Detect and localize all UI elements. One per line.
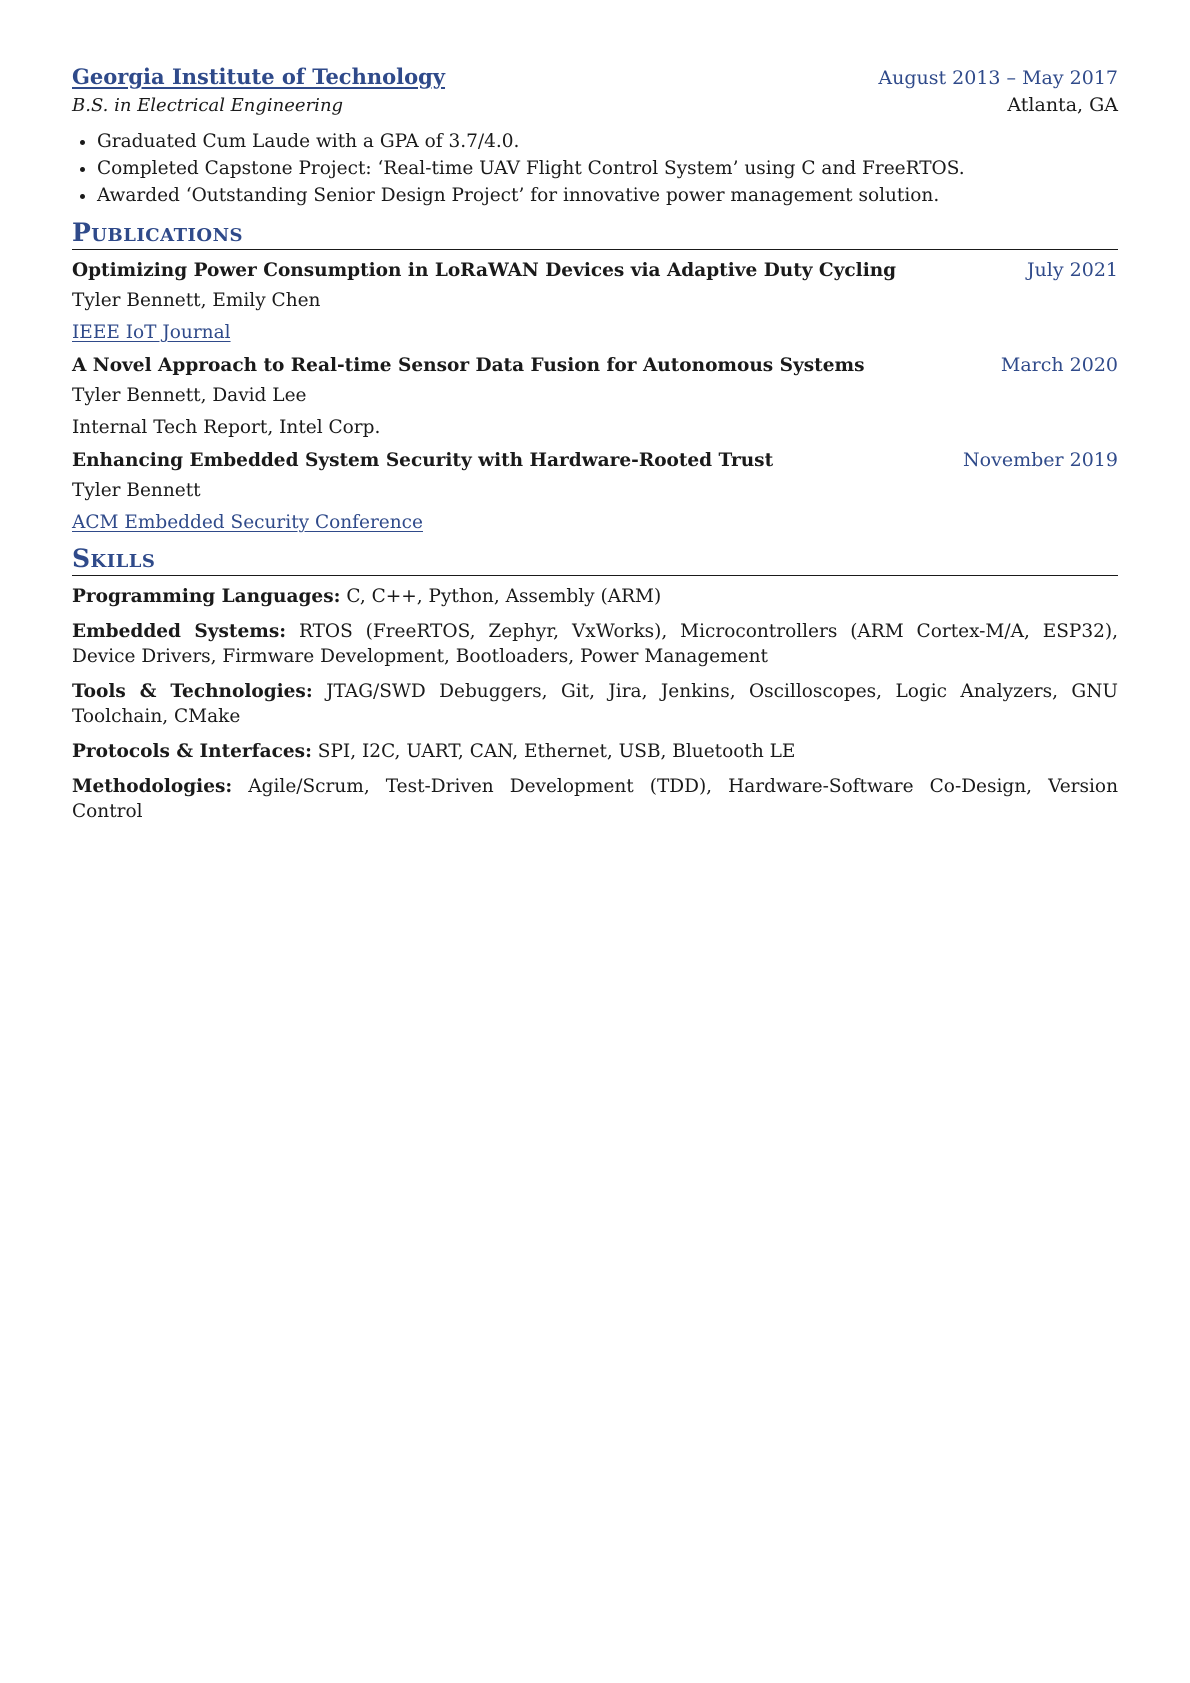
education-entry xyxy=(72,64,1118,209)
resume-content xyxy=(72,64,1118,834)
skill-value: Agile/Scrum, Test-Driven Development (TDD), Hardware-Software Co-Design, Version Control xyxy=(72,776,1118,822)
publication-title: Enhancing Embedded System Security with Hardware-Rooted Trust xyxy=(72,450,774,471)
education-header-row xyxy=(72,64,1118,89)
skill-item xyxy=(72,679,1118,729)
skill-label: Methodologies: xyxy=(72,776,233,797)
skill-value: JTAG/SWD Debuggers, Git, Jira, Jenkins, Oscilloscopes, Logic Analyzers, GNU Toolchain, CMake xyxy=(72,681,1118,727)
publication-venue-link[interactable]: IEEE IoT Journal xyxy=(72,322,231,343)
publication-venue: Internal Tech Report, Intel Corp. xyxy=(72,417,381,438)
education-bullet: • Completed Capstone Project: ‘Real-time UAV Flight Control System’ using C and FreeRTOS. xyxy=(97,155,1118,182)
skill-label: Protocols & Interfaces: xyxy=(72,741,312,762)
skill-item xyxy=(72,774,1118,824)
publication-authors: Tyler Bennett xyxy=(72,480,201,501)
publication-title-row xyxy=(72,354,1118,376)
publications-heading: Publications xyxy=(72,218,1118,250)
education-dates: August 2013 – May 2017 xyxy=(878,67,1118,89)
school-link[interactable]: Georgia Institute of Technology xyxy=(72,64,446,89)
publication-entry xyxy=(72,259,1118,345)
degree: B.S. in Electrical Engineering xyxy=(72,95,344,116)
skill-item xyxy=(72,584,1118,609)
publication-date: March 2020 xyxy=(1000,354,1118,376)
publication-title: Optimizing Power Consumption in LoRaWAN Devices via Adaptive Duty Cycling xyxy=(72,260,897,281)
skill-value: SPI, I2C, UART, CAN, Ethernet, USB, Bluetooth LE xyxy=(317,741,796,762)
education-bullet: • Graduated Cum Laude with a GPA of 3.7/4.0. xyxy=(97,128,1118,155)
publication-date: July 2021 xyxy=(1026,259,1118,281)
skills-list xyxy=(72,584,1118,824)
publication-authors: Tyler Bennett, Emily Chen xyxy=(72,290,321,311)
skill-item xyxy=(72,619,1118,669)
education-bullets xyxy=(72,128,1118,209)
publication-date: November 2019 xyxy=(963,449,1118,471)
education-subheader-row xyxy=(72,94,1118,116)
skills-heading: Skills xyxy=(72,544,1118,576)
skill-label: Embedded Systems: xyxy=(72,621,287,642)
skill-label: Tools & Technologies: xyxy=(72,681,313,702)
publication-venue-row xyxy=(72,416,1118,440)
skill-label: Programming Languages: xyxy=(72,586,341,607)
publication-title-row xyxy=(72,449,1118,471)
publication-title: A Novel Approach to Real-time Sensor Data Fusion for Autonomous Systems xyxy=(72,355,865,376)
education-location: Atlanta, GA xyxy=(1007,94,1118,116)
skill-item xyxy=(72,739,1118,764)
education-bullet: • Awarded ‘Outstanding Senior Design Project’ for innovative power management solution. xyxy=(97,182,1118,209)
publication-venue-link[interactable]: ACM Embedded Security Conference xyxy=(72,512,423,533)
publication-venue-row xyxy=(72,321,1118,345)
skill-value: RTOS (FreeRTOS, Zephyr, VxWorks), Microcontrollers (ARM Cortex-M/A, ESP32), Device Drivers, Firmware Development, Bootloaders, Power Management xyxy=(72,621,1119,667)
publication-authors: Tyler Bennett, David Lee xyxy=(72,385,307,406)
publication-entry xyxy=(72,354,1118,440)
publication-entry xyxy=(72,449,1118,535)
skill-value: C, C++, Python, Assembly (ARM) xyxy=(346,586,662,607)
publication-venue-row xyxy=(72,511,1118,535)
publication-title-row xyxy=(72,259,1118,281)
